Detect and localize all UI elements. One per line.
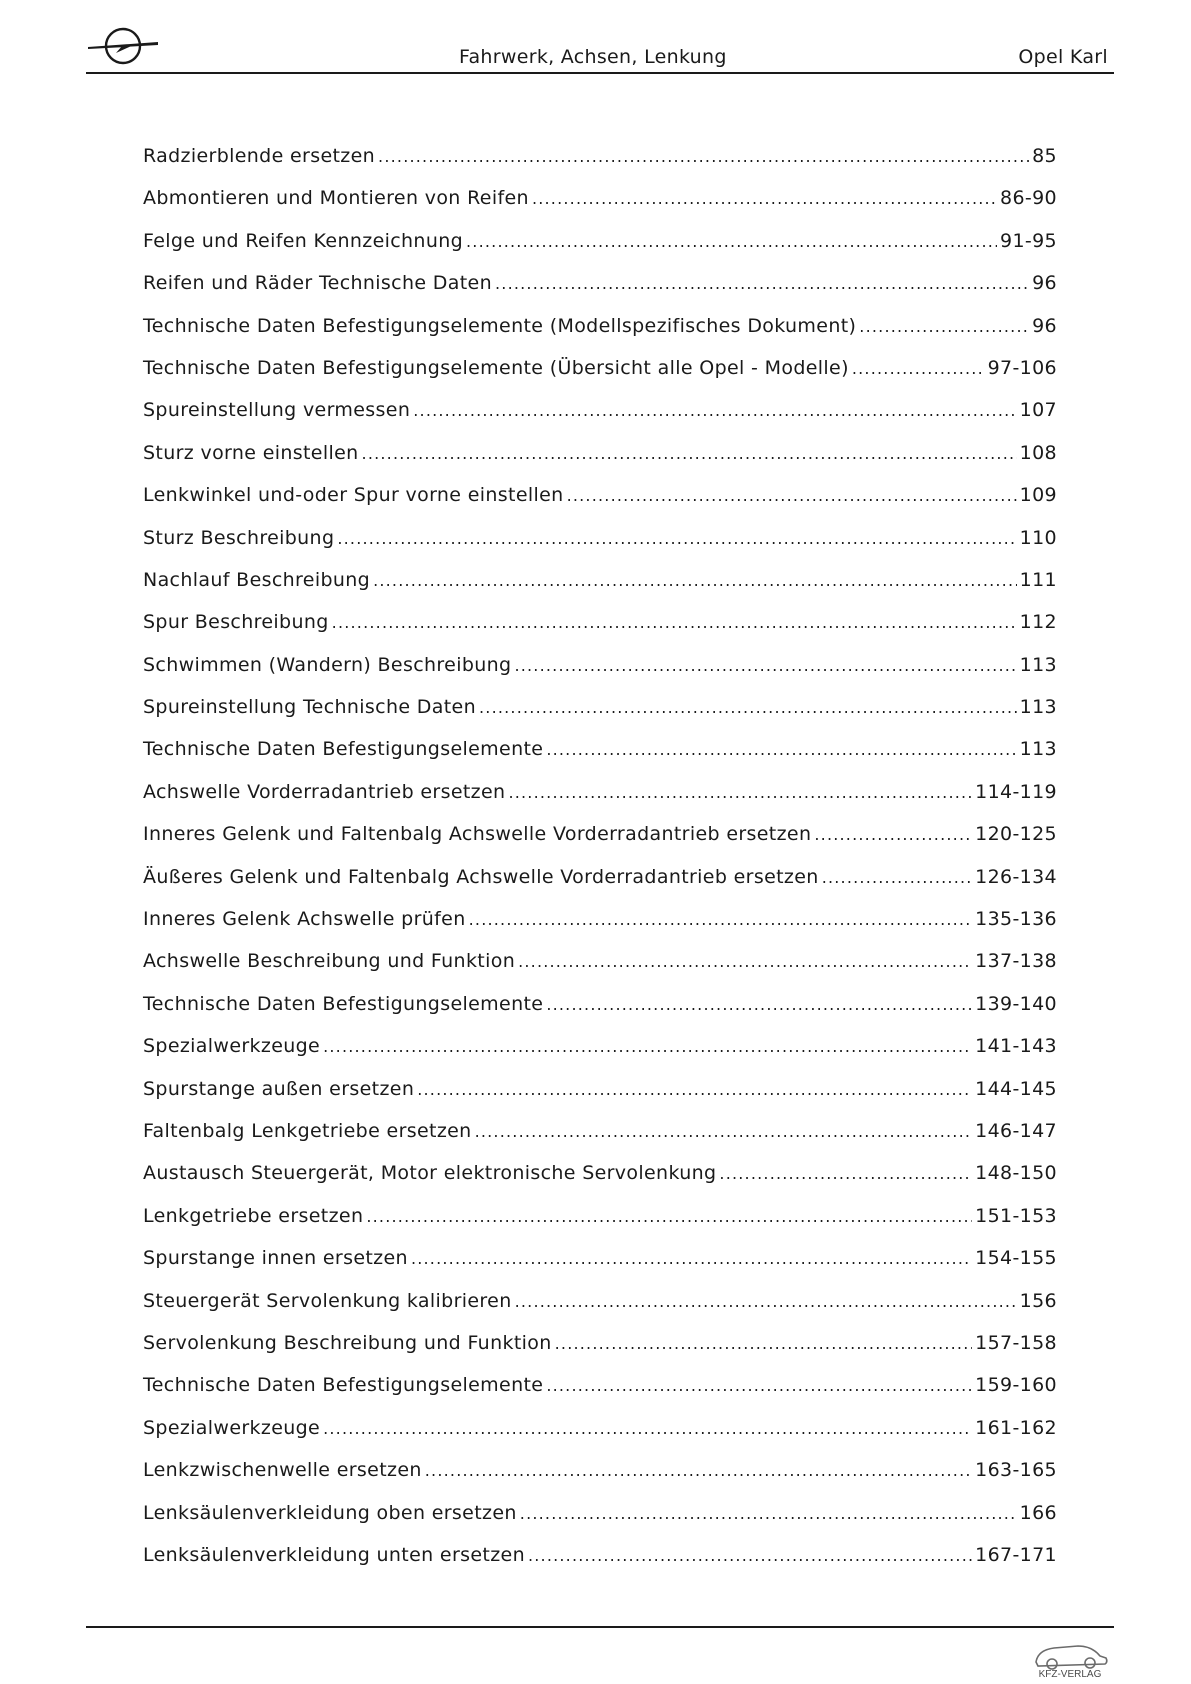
toc-dot-leader: [323, 1026, 972, 1068]
toc-entry[interactable]: [143, 1195, 1057, 1237]
toc-entry[interactable]: [143, 856, 1057, 898]
toc-entry-title: Äußeres Gelenk und Faltenbalg Achswelle Vorderradantrieb ersetzen: [143, 865, 819, 888]
toc-dot-leader: [425, 1450, 972, 1492]
toc-dot-leader: [373, 560, 1017, 602]
toc-entry[interactable]: [143, 1534, 1057, 1576]
toc-entry[interactable]: [143, 474, 1057, 516]
toc-entry-title: Abmontieren und Montieren von Reifen: [143, 187, 529, 210]
toc-entry[interactable]: [143, 1449, 1057, 1491]
toc-entry[interactable]: [143, 728, 1057, 770]
toc-entry[interactable]: [143, 983, 1057, 1025]
table-of-contents: [143, 135, 1057, 1576]
toc-entry[interactable]: [143, 432, 1057, 474]
toc-entry[interactable]: [143, 305, 1057, 347]
toc-dot-leader: [469, 899, 973, 941]
toc-dot-leader: [466, 221, 997, 263]
toc-entry-title: Felge und Reifen Kennzeichnung: [143, 229, 464, 252]
toc-entry[interactable]: [143, 1110, 1057, 1152]
toc-entry-title: Technische Daten Befestigungselemente: [143, 1374, 544, 1397]
toc-entry-pages: 166: [1019, 1501, 1057, 1524]
toc-entry[interactable]: [143, 898, 1057, 940]
toc-entry-pages: 141-143: [975, 1035, 1057, 1058]
toc-entry-title: Lenksäulenverkleidung oben ersetzen: [143, 1501, 517, 1524]
toc-entry[interactable]: [143, 601, 1057, 643]
toc-entry-pages: 146-147: [975, 1119, 1057, 1142]
toc-entry[interactable]: [143, 771, 1057, 813]
toc-dot-leader: [411, 1238, 972, 1280]
toc-entry-pages: 114-119: [975, 780, 1057, 803]
toc-entry[interactable]: [143, 1322, 1057, 1364]
toc-entry-pages: 111: [1019, 568, 1057, 591]
toc-entry-title: Lenkgetriebe ersetzen: [143, 1204, 364, 1227]
toc-entry-pages: 91-95: [1000, 229, 1057, 252]
toc-entry[interactable]: [143, 1237, 1057, 1279]
toc-dot-leader: [546, 984, 972, 1026]
toc-dot-leader: [555, 1323, 973, 1365]
toc-dot-leader: [508, 772, 972, 814]
toc-dot-leader: [520, 1493, 1017, 1535]
toc-entry-pages: 148-150: [975, 1162, 1057, 1185]
toc-entry[interactable]: [143, 347, 1057, 389]
toc-entry[interactable]: [143, 1280, 1057, 1322]
toc-entry[interactable]: [143, 686, 1057, 728]
toc-entry-title: Spezialwerkzeuge: [143, 1035, 321, 1058]
toc-dot-leader: [814, 814, 972, 856]
toc-entry-title: Spurstange außen ersetzen: [143, 1077, 415, 1100]
toc-entry[interactable]: [143, 1025, 1057, 1067]
toc-entry[interactable]: [143, 135, 1057, 177]
toc-entry[interactable]: [143, 1364, 1057, 1406]
toc-entry-pages: 156: [1019, 1289, 1057, 1312]
toc-entry-pages: 157-158: [975, 1331, 1057, 1354]
toc-dot-leader: [822, 857, 972, 899]
toc-entry-title: Reifen und Räder Technische Daten: [143, 272, 492, 295]
toc-dot-leader: [515, 1281, 1017, 1323]
toc-entry-title: Technische Daten Befestigungselemente: [143, 738, 544, 761]
toc-entry-title: Spezialwerkzeuge: [143, 1416, 321, 1439]
toc-entry-pages: 97-106: [987, 356, 1057, 379]
toc-entry[interactable]: [143, 559, 1057, 601]
toc-entry-pages: 96: [1032, 272, 1057, 295]
toc-entry[interactable]: [143, 1068, 1057, 1110]
toc-entry[interactable]: [143, 389, 1057, 431]
toc-entry-pages: 96: [1032, 314, 1057, 337]
toc-entry-pages: 110: [1019, 526, 1057, 549]
toc-dot-leader: [567, 475, 1017, 517]
toc-dot-leader: [859, 306, 1029, 348]
toc-dot-leader: [475, 1111, 973, 1153]
toc-dot-leader: [323, 1408, 972, 1450]
toc-dot-leader: [546, 729, 1016, 771]
toc-entry-title: Technische Daten Befestigungselemente (Modellspezifisches Dokument): [143, 314, 857, 337]
toc-dot-leader: [366, 1196, 972, 1238]
toc-entry-title: Spurstange innen ersetzen: [143, 1247, 408, 1270]
toc-entry-title: Spur Beschreibung: [143, 611, 329, 634]
toc-entry[interactable]: [143, 813, 1057, 855]
toc-entry-title: Inneres Gelenk und Faltenbalg Achswelle Vorderradantrieb ersetzen: [143, 823, 812, 846]
toc-entry[interactable]: [143, 644, 1057, 686]
toc-entry[interactable]: [143, 262, 1057, 304]
toc-entry-pages: 85: [1032, 145, 1057, 167]
publisher-logo-text: KFZ-VERLAG: [1038, 1669, 1102, 1680]
toc-dot-leader: [719, 1153, 972, 1195]
toc-entry-pages: 113: [1019, 696, 1057, 719]
toc-dot-leader: [528, 1535, 972, 1577]
toc-entry-title: Lenksäulenverkleidung unten ersetzen: [143, 1543, 525, 1566]
vehicle-model: Opel Karl: [1018, 46, 1108, 68]
toc-dot-leader: [518, 941, 972, 983]
toc-entry-pages: 151-153: [975, 1204, 1057, 1227]
toc-entry-pages: 167-171: [975, 1543, 1057, 1566]
toc-entry-pages: 137-138: [975, 950, 1057, 973]
toc-entry-pages: 112: [1019, 611, 1057, 634]
toc-dot-leader: [479, 687, 1017, 729]
toc-entry-title: Nachlauf Beschreibung: [143, 568, 371, 591]
toc-entry-pages: 113: [1019, 653, 1057, 676]
toc-dot-leader: [332, 602, 1017, 644]
toc-entry-title: Technische Daten Befestigungselemente (Übersicht alle Opel - Modelle): [143, 356, 849, 379]
toc-entry-title: Lenkzwischenwelle ersetzen: [143, 1459, 422, 1482]
toc-entry-title: Technische Daten Befestigungselemente: [143, 992, 544, 1015]
toc-entry[interactable]: [143, 1492, 1057, 1534]
footer-divider: [86, 1626, 1114, 1628]
toc-entry-pages: 113: [1019, 738, 1057, 761]
opel-blitz-logo-icon: [86, 26, 160, 66]
toc-entry-pages: 135-136: [975, 908, 1057, 931]
toc-entry[interactable]: [143, 1152, 1057, 1194]
toc-entry-title: Lenkwinkel und-oder Spur vorne einstellen: [143, 484, 564, 507]
toc-entry[interactable]: [143, 220, 1057, 262]
toc-entry-title: Faltenbalg Lenkgetriebe ersetzen: [143, 1119, 472, 1142]
toc-entry-pages: 86-90: [1000, 187, 1057, 210]
toc-entry-pages: 139-140: [975, 992, 1057, 1015]
toc-entry-title: Steuergerät Servolenkung kalibrieren: [143, 1289, 512, 1312]
toc-dot-leader: [413, 390, 1016, 432]
toc-dot-leader: [362, 433, 1017, 475]
toc-dot-leader: [852, 348, 985, 390]
toc-dot-leader: [417, 1069, 972, 1111]
toc-entry-pages: 161-162: [975, 1416, 1057, 1439]
toc-entry[interactable]: [143, 517, 1057, 559]
section-title: Fahrwerk, Achsen, Lenkung: [459, 46, 727, 68]
toc-entry-title: Servolenkung Beschreibung und Funktion: [143, 1331, 552, 1354]
toc-entry-title: Spureinstellung Technische Daten: [143, 696, 476, 719]
toc-entry-title: Sturz vorne einstellen: [143, 441, 359, 464]
toc-entry-pages: 120-125: [975, 823, 1057, 846]
toc-entry-title: Schwimmen (Wandern) Beschreibung: [143, 653, 512, 676]
page-header: [86, 20, 1114, 74]
toc-entry[interactable]: [143, 1407, 1057, 1449]
toc-dot-leader: [546, 1365, 972, 1407]
toc-entry-title: Achswelle Vorderradantrieb ersetzen: [143, 780, 506, 803]
toc-entry-title: Achswelle Beschreibung und Funktion: [143, 950, 516, 973]
toc-dot-leader: [337, 518, 1016, 560]
toc-entry-title: Radzierblende ersetzen: [143, 145, 376, 167]
toc-entry[interactable]: [143, 177, 1057, 219]
toc-entry-pages: 109: [1019, 484, 1057, 507]
toc-dot-leader: [532, 178, 997, 220]
toc-entry[interactable]: [143, 940, 1057, 982]
toc-entry-title: Sturz Beschreibung: [143, 526, 335, 549]
toc-entry-title: Spureinstellung vermessen: [143, 399, 411, 422]
toc-entry-pages: 154-155: [975, 1247, 1057, 1270]
toc-entry-pages: 108: [1019, 441, 1057, 464]
toc-entry-pages: 126-134: [975, 865, 1057, 888]
toc-entry-pages: 163-165: [975, 1459, 1057, 1482]
kfz-verlag-logo-icon: [1028, 1636, 1112, 1682]
toc-dot-leader: [514, 645, 1016, 687]
toc-entry-pages: 107: [1019, 399, 1057, 422]
toc-dot-leader: [378, 136, 1029, 178]
toc-entry-pages: 144-145: [975, 1077, 1057, 1100]
toc-entry-title: Inneres Gelenk Achswelle prüfen: [143, 908, 466, 931]
toc-entry-pages: 159-160: [975, 1374, 1057, 1397]
toc-dot-leader: [495, 263, 1029, 305]
toc-entry-title: Austausch Steuergerät, Motor elektronische Servolenkung: [143, 1162, 717, 1185]
